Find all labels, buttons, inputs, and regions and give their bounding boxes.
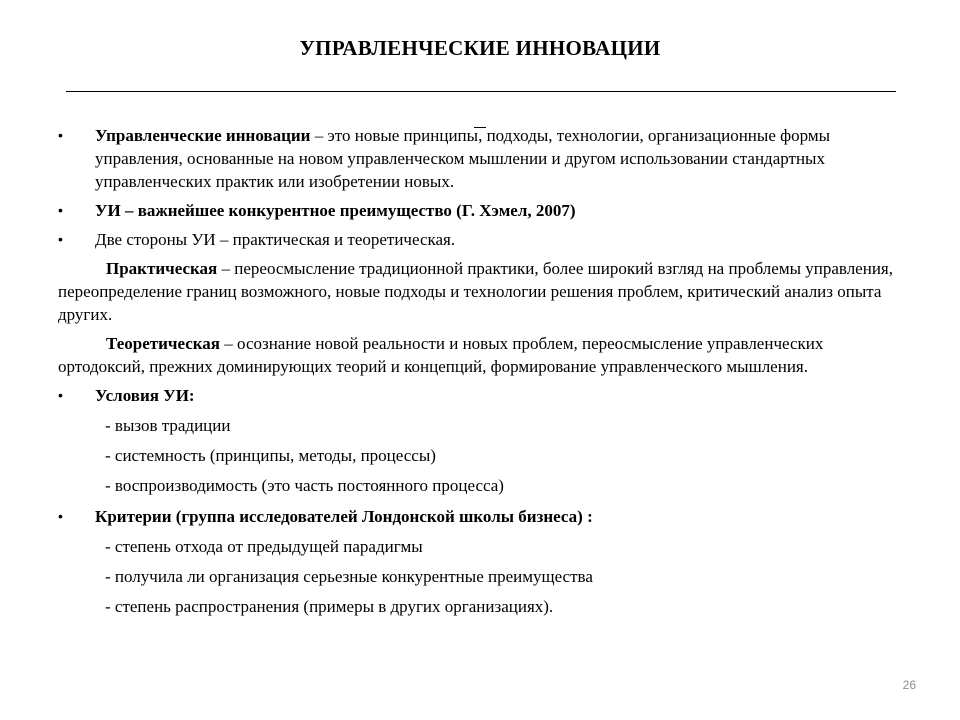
- bullet-icon: •: [58, 387, 63, 403]
- definition-text: – это новые принципы, подходы, технологии, организационные формы управления, основанные на новом управленческом мышлении и другом использовании стандартных управленческих практик или изобретении новых.: [95, 126, 831, 191]
- page-number: 26: [902, 678, 916, 692]
- criteria-item: - получила ли организация серьезные конкурентные преимущества: [105, 567, 593, 586]
- bullet-criteria: [58, 505, 908, 528]
- theoretical-term: Теоретическая: [106, 334, 221, 353]
- bullet-advantage: [58, 199, 908, 222]
- theoretical-text: – осознание новой реальности и новых проблем, переосмысление управленческих ортодоксий, прежних доминирующих теорий и концепций, формирование управленческого мышления.: [58, 334, 824, 376]
- sides-text: Две стороны УИ – практическая и теоретическая.: [95, 230, 456, 249]
- bullet-conditions: [58, 384, 908, 407]
- criteria-heading: Критерии (группа исследователей Лондонской школы бизнеса) :: [95, 507, 593, 526]
- criteria-item: - степень отхода от предыдущей парадигмы: [105, 537, 423, 556]
- conditions-item: - вызов традиции: [105, 416, 231, 435]
- practical-text: – переосмысление традиционной практики, более широкий взгляд на проблемы управления, переопределение границ возможного, новые подходы и технологии решения проблем, критический анализ опыта других.: [58, 259, 893, 324]
- criteria-item: - степень распространения (примеры в других организациях).: [105, 597, 554, 616]
- practical-paragraph: [58, 257, 908, 326]
- slide-body: [58, 124, 908, 626]
- conditions-item: - системность (принципы, методы, процессы): [105, 446, 436, 465]
- slide-title: УПРАВЛЕНЧЕСКИЕ ИННОВАЦИИ: [299, 36, 661, 60]
- title-underline: [66, 91, 896, 92]
- conditions-item: - воспроизводимость (это часть постоянного процесса): [105, 476, 504, 495]
- bullet-definition: [58, 124, 908, 193]
- bullet-icon: •: [58, 231, 63, 247]
- theoretical-paragraph: [58, 332, 908, 378]
- bullet-icon: •: [58, 127, 63, 143]
- bullet-sides: [58, 228, 908, 251]
- bullet-icon: •: [58, 202, 63, 218]
- conditions-heading: Условия УИ:: [95, 386, 195, 405]
- advantage-text: УИ – важнейшее конкурентное преимущество (Г. Хэмел, 2007): [95, 201, 576, 220]
- definition-term: Управленческие инновации: [95, 126, 311, 145]
- bullet-icon: •: [58, 508, 63, 524]
- practical-term: Практическая: [106, 259, 218, 278]
